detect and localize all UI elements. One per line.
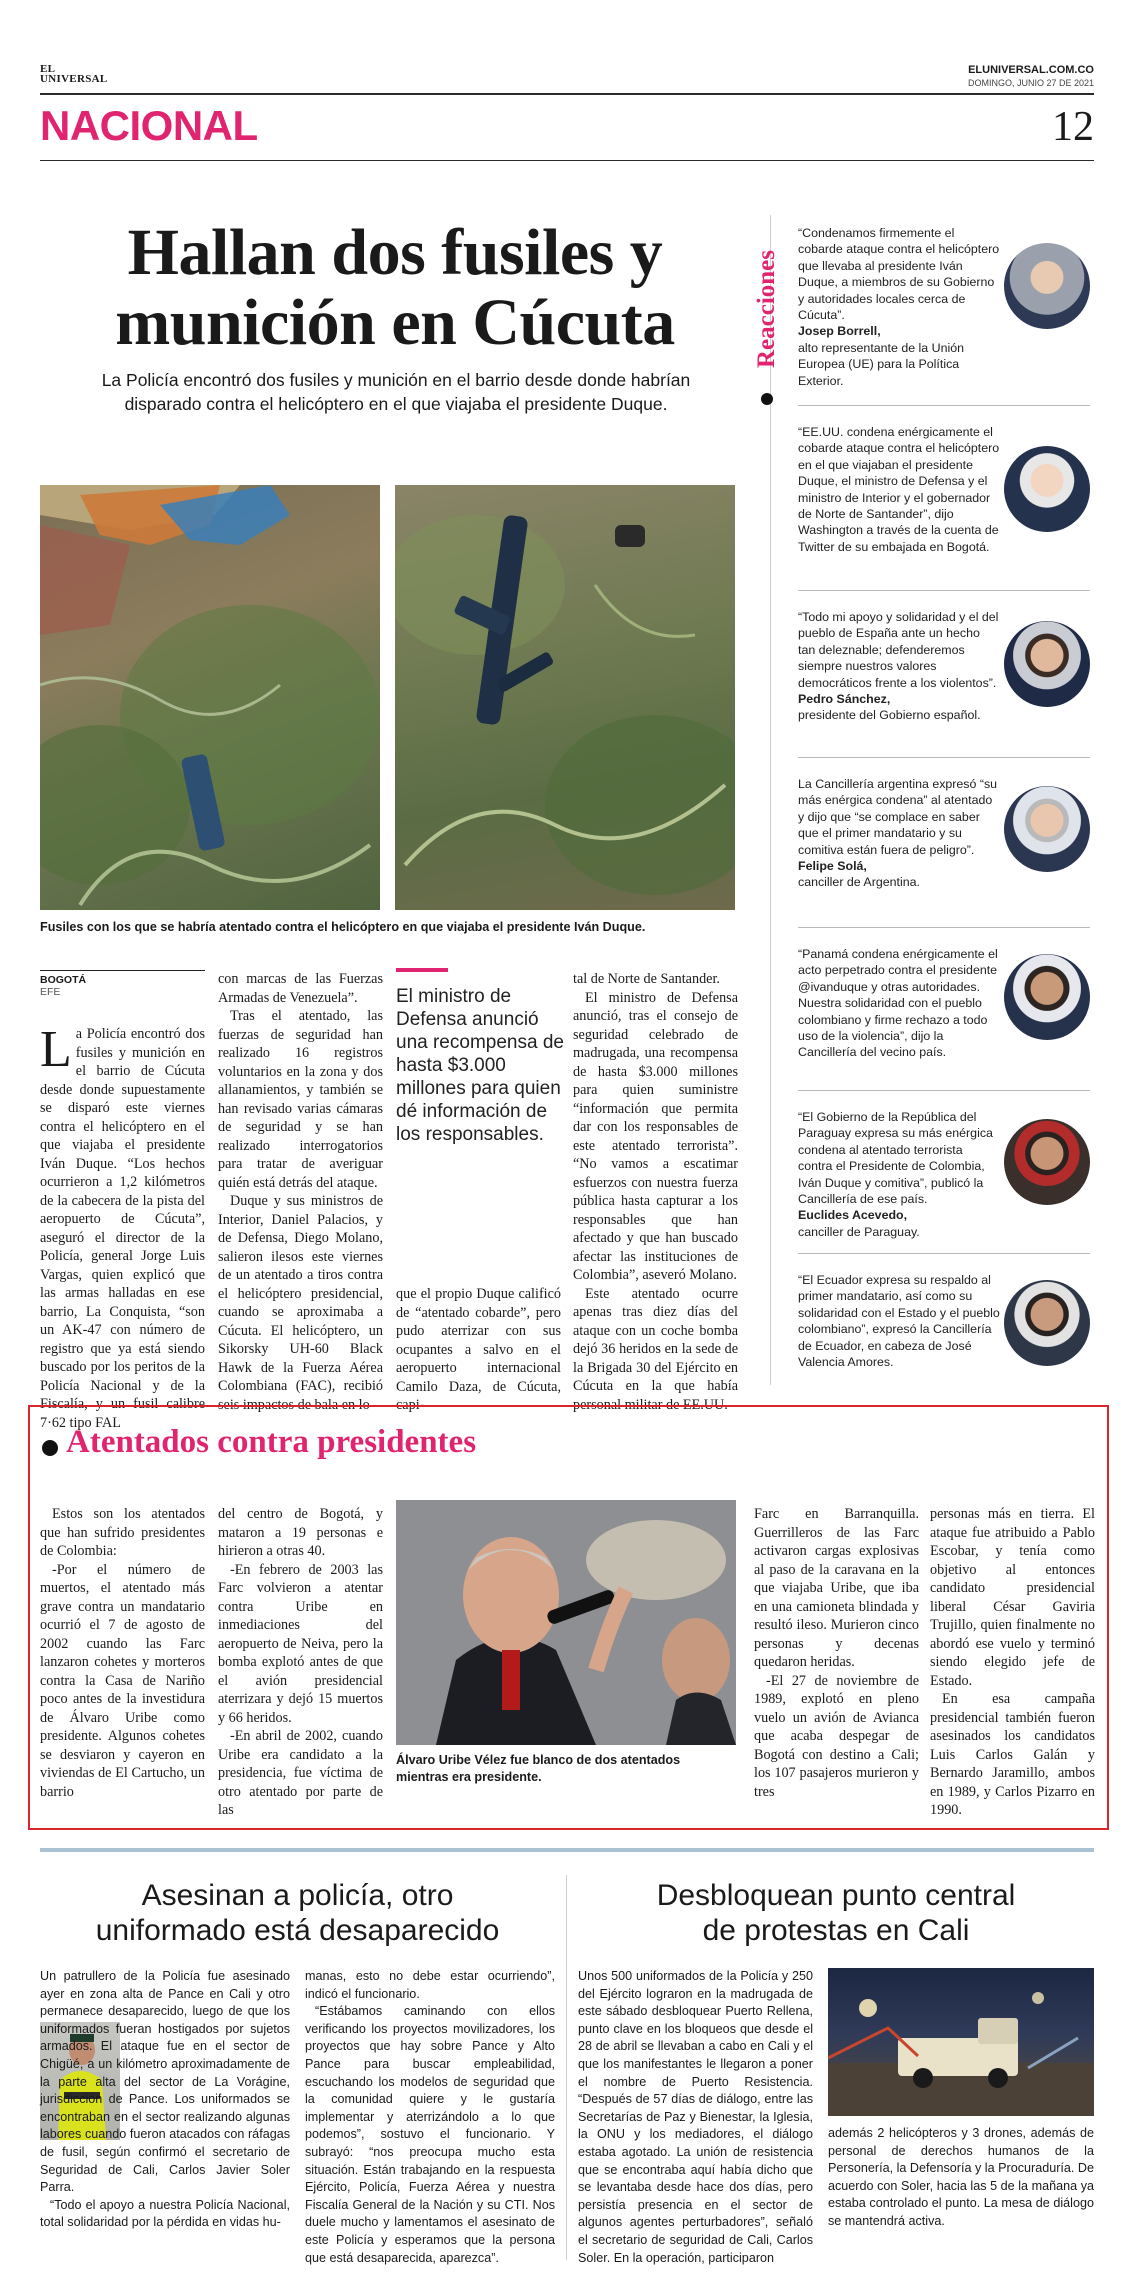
reaction-quote: “EE.UU. condena enérgicamente el cobarde ataque contra el helicóptero en el que viajaban el presidente Duque, el ministro de Defensa y el ministro de Interior y el gobernador de Norte de Santander”, dijo Washington a través de la cuenta de Twitter de su embajada en Bogotá. — [798, 425, 1000, 554]
avatar-panama-official — [1004, 954, 1090, 1040]
avatar-josep-borrell — [1004, 243, 1090, 329]
reaction-quote: La Cancillería argentina expresó “su más enérgica condena” al atentado y dijo que “se complace en saber que el primer mandatario y su comitiva están fuera de peligro”. — [798, 777, 998, 857]
lead-photo-left — [40, 485, 380, 910]
lead-body-col-4 — [573, 970, 738, 1414]
reaction-role: canciller de Argentina. — [798, 875, 920, 890]
lead-col2-p3: Duque y sus ministros de Interior, Daniel Palacios, y de Defensa, Diego Molano, salieron ilesos este viernes de un atentado a tiros contra el helicóptero presidencial, cuando se aproximaba a Cúcuta. El helicóptero, un Sikorsky UH-60 Black Hawk de la Fuerza Aérea Colombiana (FAC), recibió seis impactos de bala en lo — [218, 1193, 383, 1413]
reaction-item-2 — [798, 405, 1090, 555]
section-label: NACIONAL — [40, 102, 258, 149]
protest-site-photo — [828, 1968, 1094, 2116]
masthead-rule — [40, 93, 1094, 95]
attacks-col-2 — [218, 1505, 383, 1820]
reaction-item-3 — [798, 590, 1090, 724]
attacks-col1-p1: Estos son los atentados que han sufrido presidentes de Colombia: — [40, 1506, 205, 1559]
uribe-photo-caption: Álvaro Uribe Vélez fue blanco de dos atentados mientras era presidente. — [396, 1753, 681, 1784]
story2-headline-line-1: Asesinan a policía, otro — [141, 1879, 454, 1912]
reaction-quote: “El Gobierno de la República del Paraguay expresa su más enérgica condena al atentado terrorista contra el Presidente de Colombia, Iván Duque y comitiva”, publicó la Cancillería de ese país. — [798, 1110, 993, 1207]
reaction-item-6 — [798, 1090, 1090, 1240]
avatar-felipe-sola — [1004, 786, 1090, 872]
section-rule — [40, 160, 1094, 161]
reaction-quote: “El Ecuador expresa su respaldo al primer mandatario, así como su solidaridad con el Estado y el pueblo colombiano”, expresó la Cancillería de Ecuador, en cabeza de José Valencia Amores. — [798, 1273, 1000, 1370]
story2-headline — [40, 1878, 555, 1948]
lead-col1-text: a Policía encontró dos fusiles y munición en el barrio de Cúcuta desde donde supuestamente se disparó este viernes contra el helicóptero en el que viajaba el presidente Iván Duque. “Los hechos ocurrieron a 1,2 kilómetros de la cabecera de la pista del aeropuerto de Cúcuta”, aseguró el director de la Policía, general Jorge Luis Vargas, quien explicó que las armas halladas en ese barrio, La Conquista, “son un AK-47 con número de registro que ya está siendo buscado por los peritos de la Policía Nacional y de la Fiscalía, y un fusil calibre 7·62 tipo FAL — [40, 1026, 205, 1431]
lead-photo-right — [395, 485, 735, 910]
lead-col4-p3: Este atentado ocurre apenas tras diez días del ataque con un coche bomba dejó 36 heridos en la sede de la Brigada 30 del Ejército en Cúcuta en la que había personal militar de EE.UU. — [573, 1285, 738, 1413]
story3-headline-line-1: Desbloquean punto central — [656, 1879, 1016, 1912]
story3-p2: además 2 helicópteros y 3 drones, además de personal de derechos humanos de la Personería, la Defensoría y la Procuraduría. De acuerdo con Soler, hacia las 5 de la mañana ya estaba controlado el punto. La mesa de diálogo se mantendrá activa. — [828, 2126, 1094, 2228]
attacks-col1-p2: -Por el número de muertos, el atentado más grave contra un mandatario ocurrió el 7 de agosto de 2002 cuando las Farc lanzaron cohetes y morteros contra la Casa de Nariño poco antes de la investidura de Álvaro Uribe como presidente. Algunos cohetes se desviaron y cayeron en viviendas de El Cartucho, un barrio — [40, 1561, 205, 1800]
lead-col4-p2: El ministro de Defensa anunció, tras el consejo de seguridad celebrado de madrugada, una recompensa de hasta $3.000 millones para quien suministre “información que permita dar con los responsables de este atentado terrorista”. “No vamos a escatimar esfuerzos con nuestra fuerza pública hasta capturar a los responsables que han afectado y que han buscado afectar las instituciones de Colombia”, aseveró Molano. — [573, 989, 738, 1283]
reaction-quote: “Todo mi apoyo y solidaridad y el del pueblo de España ante un hecho tan deleznable; defenderemos siempre nuestros valores democráticos frente a los violentos”. — [798, 610, 999, 690]
avatar-euclides-acevedo — [1004, 1119, 1090, 1205]
pullquote-accent — [396, 968, 448, 972]
bottom-divider — [40, 1848, 1094, 1852]
attacks-col2-p3: -En abril de 2002, cuando Uribe era candidato a la presidencia, fue víctima de otro atentado por parte de las — [218, 1728, 383, 1818]
lead-deck: La Policía encontró dos fusiles y munición en el barrio desde donde habrían disparado contra el helicóptero en el que viajaba el presidente Duque. — [101, 370, 691, 414]
story3-col-1 — [578, 1968, 813, 2267]
lead-headline-line-1: Hallan dos fusiles y — [127, 216, 663, 289]
lead-col2-p2: Tras el atentado, las fuerzas de seguridad han realizado 16 registros voluntarios en la zona y dos allanamientos, y también se han revisado varias cámaras de seguridad y se han realizado interrogatorios para tratar de averiguar quién está detrás del ataque. — [218, 1008, 383, 1191]
attacks-box-title: Atentados contra presidentes — [66, 1424, 477, 1460]
attacks-col-3 — [754, 1505, 919, 1801]
reaction-role: canciller de Paraguay. — [798, 1224, 920, 1239]
reaction-name: Josep Borrell, — [798, 324, 881, 339]
lead-headline-line-2: munición en Cúcuta — [115, 286, 675, 359]
reaction-name: Pedro Sánchez, — [798, 692, 891, 707]
story3-headline — [578, 1878, 1094, 1948]
logo-line-2: UNIVERSAL — [40, 73, 108, 85]
newspaper-logo — [40, 64, 108, 84]
avatar-pedro-sanchez — [1004, 621, 1090, 707]
story3-p1: Unos 500 uniformados de la Policía y 250 del Ejército lograron en la madrugada de este sábado desbloquear Puerto Rellena, punto clave en los bloqueos que desde el 28 de abril se llevaban a cabo en Cali y el que los manifestantes le llegaron a poner el nombre de Puerto Resistencia. “Después de 57 días de diálogo, entre las Secretarías de Paz y Bienestar, la Iglesia, la ONU y los mediadores, el diálogo estaba agotado. La unión de resistencia que se encontraba aquí había dicho que se levantaba desde hace dos días, pero persistía presencia en el sector de algunos agentes perturbadores”, señaló el secretario de seguridad de Cali, Carlos Soler. En la operación, participaron — [578, 1969, 813, 2265]
avatar-jose-valencia — [1004, 1280, 1090, 1366]
page-number: 12 — [1052, 104, 1094, 150]
dateline-agency: EFE — [40, 986, 61, 998]
story3-col-2 — [828, 2125, 1094, 2231]
attacks-col4-p2: En esa campaña presidencial también fueron asesinados los candidatos Luis Carlos Galán y Bernardo Jaramillo, ambos en 1989, y Carlos Pizarro en 1990. — [930, 1691, 1095, 1818]
reactions-label-wrap — [752, 215, 782, 405]
attacks-col3-p1: Farc en Barranquilla. Guerrilleros de las Farc activaron cargas explosivas al paso de la caravana en la que viajaba Uribe, que iba en una camioneta blindada y resultó ileso. Murieron cinco personas y decenas quedaron heridas. — [754, 1506, 919, 1670]
reaction-role: alto representante de la Unión Europea (UE) para la Política Exterior. — [798, 340, 965, 388]
avatar-joe-biden — [1004, 446, 1090, 532]
attacks-col3-p2: -El 27 de noviembre de 1989, explotó en pleno vuelo un avión de Avianca que acaba despegar de Bogotá con destino a Cali; los 107 pasajeros murieron y tres — [754, 1672, 919, 1800]
logo-line-1: EL — [40, 63, 56, 75]
lead-headline — [40, 218, 750, 358]
site-url: ELUNIVERSAL.COM.CO — [968, 64, 1094, 76]
story2-col-1 — [40, 1968, 290, 2232]
attacks-col4-p1: personas más en tierra. El ataque fue atribuido a Pablo Escobar, y tenía como objetivo al entonces candidato presidencial liberal César Gaviria Trujillo, quien finalmente no abordó ese vuelo y terminó siendo elegido jefe de Estado. — [930, 1506, 1095, 1689]
attacks-box-bullet — [42, 1440, 58, 1456]
reaction-item-1 — [798, 215, 1090, 389]
lead-col3-text: que el propio Duque calificó de “atentado cobarde”, pero pudo aterrizar con sus ocupantes a salvo en el aeropuerto internacional Camilo Daza, de Cúcuta, capi- — [396, 1286, 561, 1413]
pullquote: El ministro de Defensa anunció una recompensa de hasta $3.000 millones para quien dé información de los responsables. — [396, 986, 564, 1145]
reaction-quote: “Panamá condena enérgicamente el acto perpetrado contra el presidente @ivanduque y otras autoridades. Nuestra solidaridad con el pueblo colombiano y firme rechazo a todo uso de la violencia”, dijo la Cancillería del vecino país. — [798, 947, 998, 1060]
story2-p2: “Todo el apoyo a nuestra Policía Nacional, total solidaridad por la pérdida en vidas hu- — [40, 2197, 290, 2230]
lead-photo-caption: Fusiles con los que se habría atentado contra el helicóptero en que viajaba el presidente Iván Duque. — [40, 920, 646, 934]
attacks-col-4 — [930, 1505, 1095, 1820]
reactions-bullet — [761, 393, 773, 405]
reactions-label: Reacciones — [753, 249, 780, 369]
attacks-col2-p2: -En febrero de 2003 las Farc volvieron a atentar contra Uribe en inmediaciones del aeropuerto de Neiva, pero la bomba explotó antes de que el avión presidencial aterrizara y dejó 15 muertos y 66 heridos. — [218, 1561, 383, 1726]
dateline-block — [40, 970, 205, 998]
dateline-city: BOGOTÁ — [40, 974, 87, 986]
edition-date: DOMINGO, JUNIO 27 DE 2021 — [967, 78, 1094, 88]
reaction-name: Felipe Solá, — [798, 859, 867, 874]
uribe-photo — [396, 1500, 736, 1745]
story2-p3: manas, esto no debe estar ocurriendo”, indicó el funcionario. — [305, 1969, 555, 2001]
reaction-quote: “Condenamos firmemente el cobarde ataque contra el helicóptero que llevaba al presidente Iván Duque, a miembros de su Gobierno y autoridades locales cerca de Cúcuta”. — [798, 226, 1000, 323]
reaction-role: presidente del Gobierno español. — [798, 708, 981, 723]
reaction-item-5 — [798, 927, 1090, 1061]
lead-body-col-2 — [218, 970, 383, 1414]
reaction-name: Euclides Acevedo, — [798, 1208, 908, 1223]
bottom-column-divider — [566, 1875, 567, 2260]
story2-p1: Un patrullero de la Policía fue asesinado ayer en zona alta de Pance en Cali y otro permanece desaparecido, luego de que los uniformados fueran hostigados por sujetos armados. El ataque fue en el sector de Chigüé, a un kilómetro aproximadamente de la parte alta del sector de La Vorágine, jurisdicción de Pance. Los uniformados se encontraban en el sector realizando algunas labores cuando fueron atacados con ráfagas de fusil, según confirmó el secretario de Seguridad de Cali, Carlos Javier Soler Parra. — [40, 1969, 290, 2195]
dropcap: L — [40, 1021, 72, 1078]
attacks-col2-p1: del centro de Bogotá, y mataron a 19 personas e hirieron a otras 40. — [218, 1506, 383, 1559]
story3-headline-line-2: de protestas en Cali — [702, 1914, 970, 1947]
lead-body-col-1 — [40, 1021, 205, 1432]
story2-headline-line-2: uniformado está desaparecido — [95, 1914, 500, 1947]
story2-p4: “Estábamos caminando con ellos verificando los proyectos movilizadores, los proyectos que hay sobre Pance y Alto Pance para buscar empleabilidad, escuchando los modelos de seguridad que la comunidad quiere y le gustaría implementar y aterrizándolo a lo que podemos”, sostuvo el funcionario. Y subrayó: “nos preocupa mucho esta situación. Están trabajando en la respuesta Ejército, Policía, Fuerza Aérea y nuestra Fiscalía General de la Nación y su CTI. Nos duele mucho y lamentamos el asesinato de este Policía y esperamos que la persona que está desaparecida, aparezca”. — [305, 2004, 555, 2265]
lead-body-col-3 — [396, 1285, 561, 1415]
story2-col-2 — [305, 1968, 555, 2267]
reaction-item-7 — [798, 1253, 1090, 1370]
reaction-item-4 — [798, 757, 1090, 891]
lead-col2-p1: con marcas de las Fuerzas Armadas de Venezuela”. — [218, 971, 383, 1006]
lead-col4-p1: tal de Norte de Santander. — [573, 971, 720, 987]
attacks-col-1 — [40, 1505, 205, 1801]
